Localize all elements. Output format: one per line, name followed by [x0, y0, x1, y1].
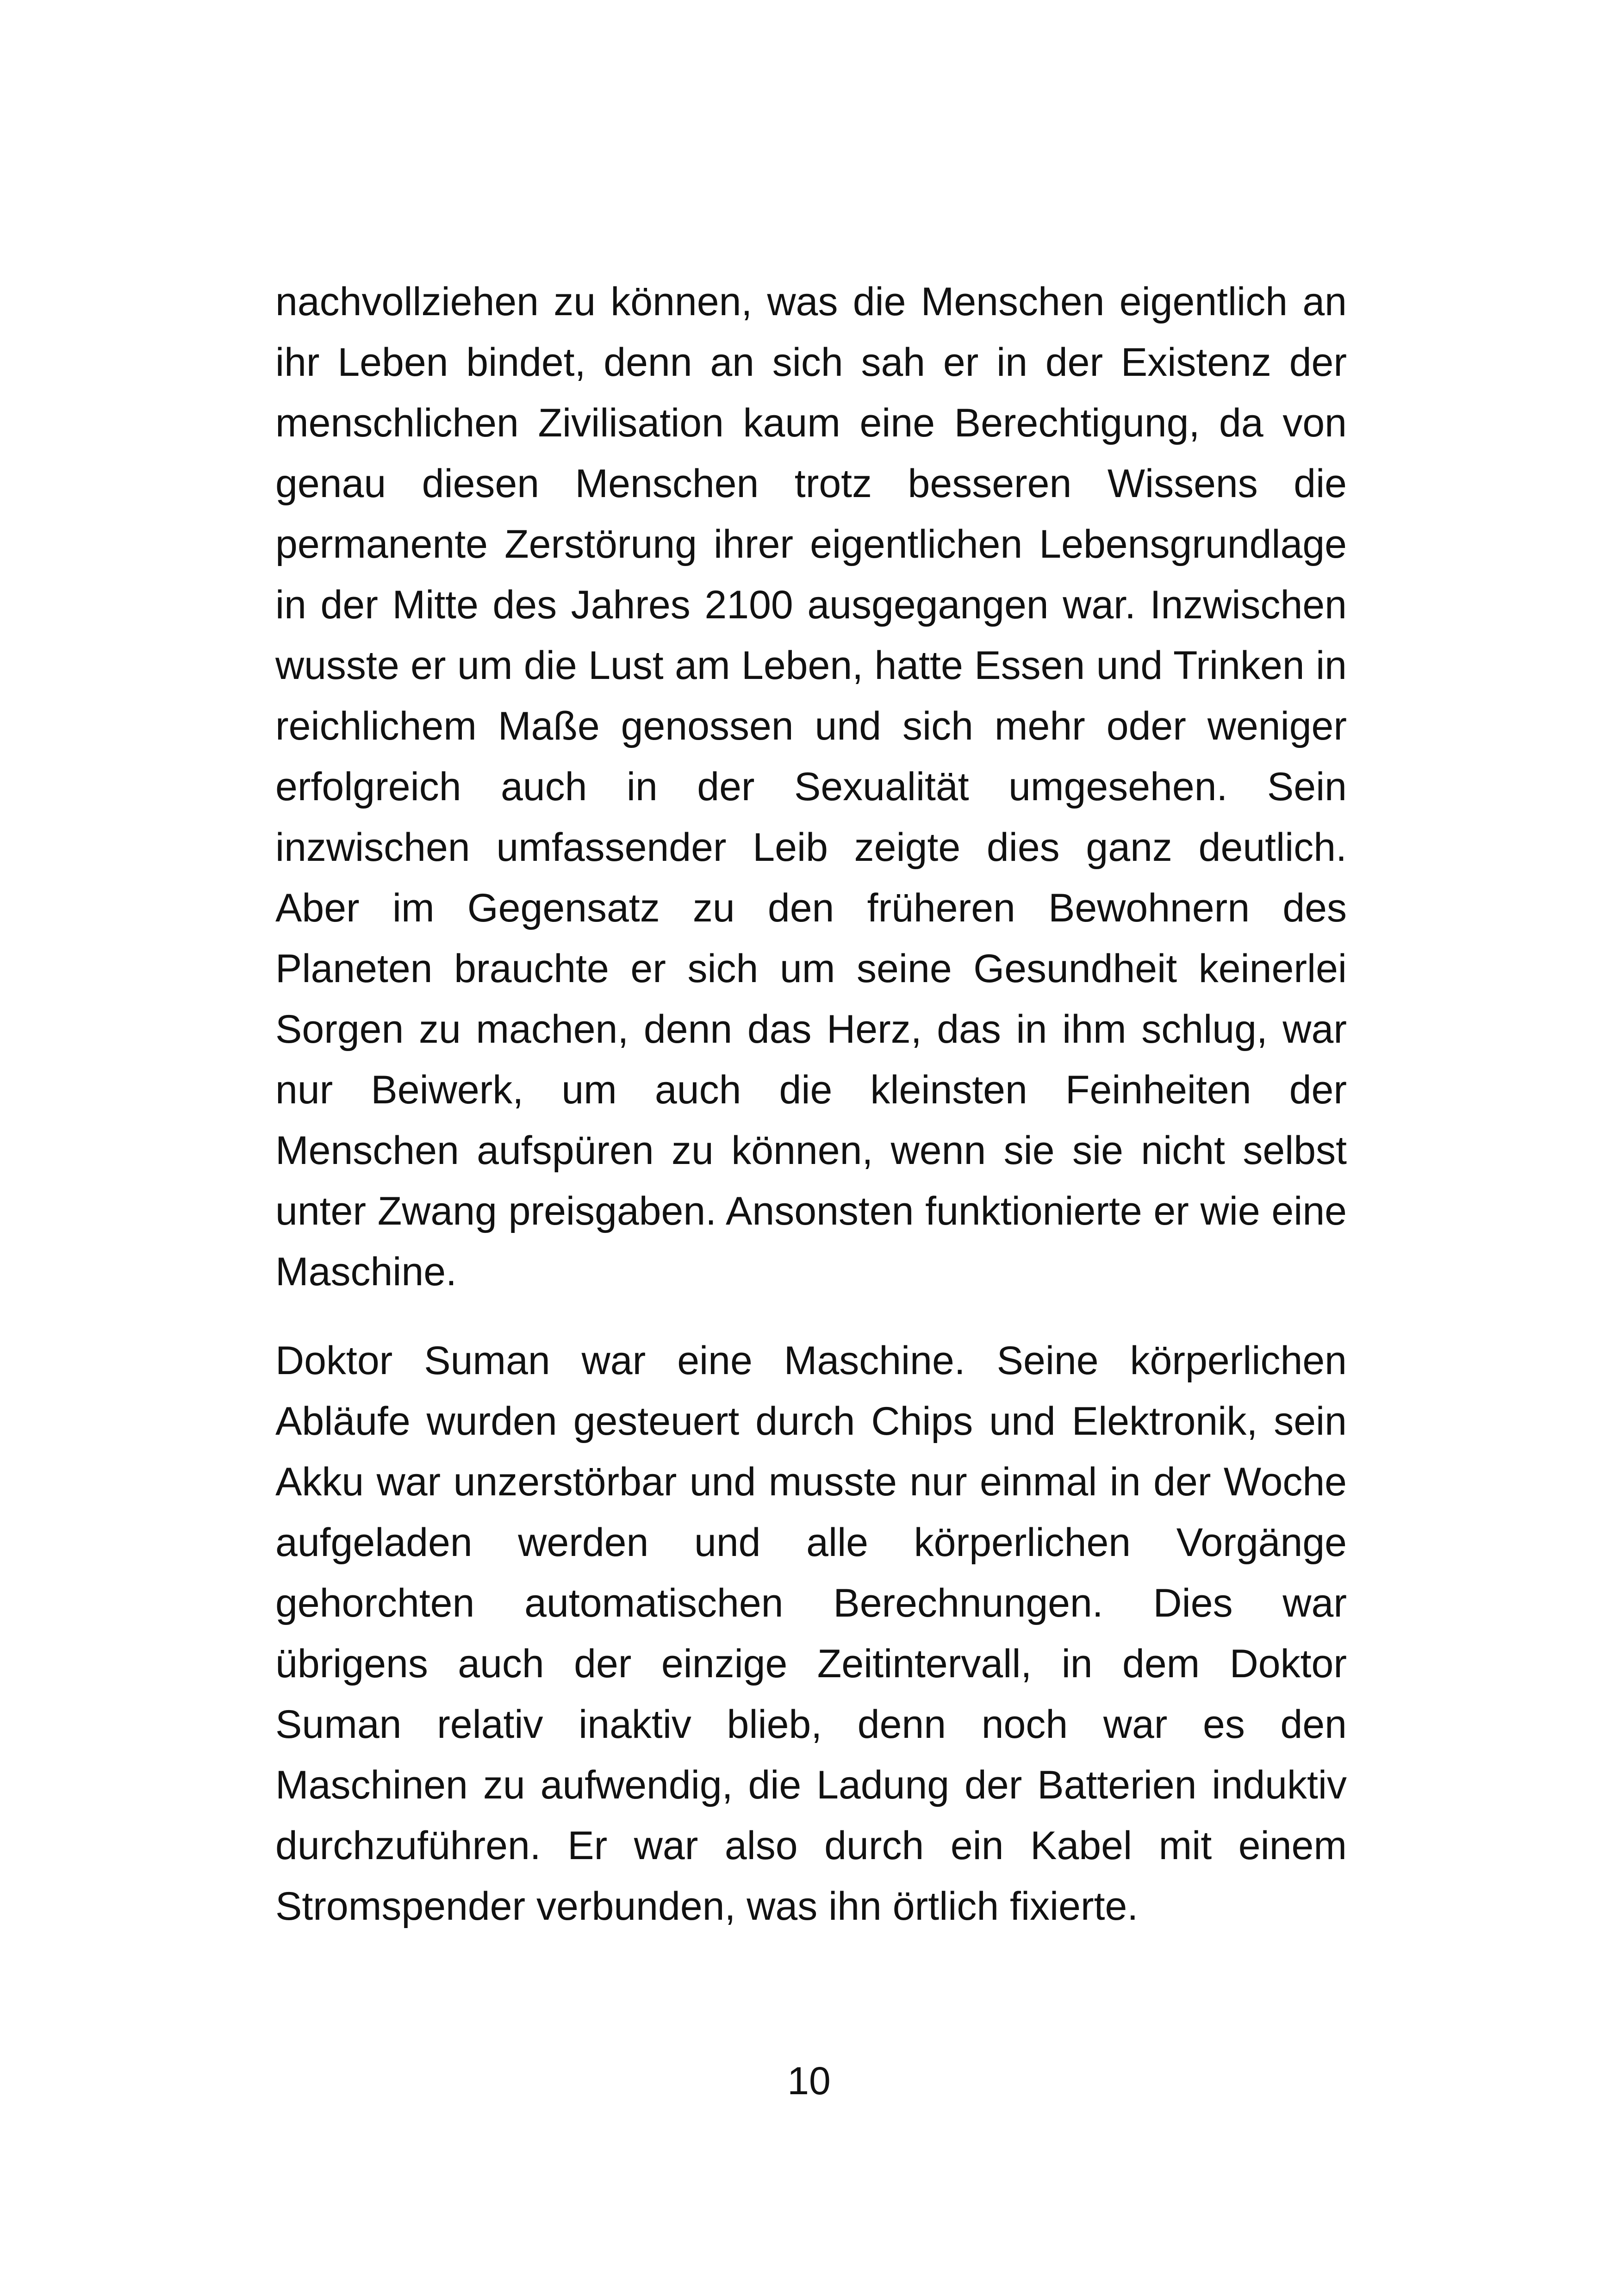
body-text [275, 272, 1347, 1937]
paragraph-1: nachvollziehen zu können, was die Menschen eigentlich an ihr Leben bindet, denn an sich sah er in der Existenz der menschlichen Zivilisation kaum eine Berechtigung, da von genau diesen Menschen trotz besseren Wissens die permanente Zerstörung ihrer eigentlichen Lebensgrundlage in der Mitte des Jahres 2100 ausgegangen war. Inzwischen wusste er um die Lust am Leben, hatte Essen und Trinken in reichlichem Maße genossen und sich mehr oder weniger erfolgreich auch in der Sexualität umgesehen. Sein inzwischen umfassender Leib zeigte dies ganz deutlich. Aber im Gegensatz zu den früheren Bewohnern des Planeten brauchte er sich um seine Gesundheit keinerlei Sorgen zu machen, denn das Herz, das in ihm schlug, war nur Beiwerk, um auch die kleinsten Feinheiten der Menschen aufspüren zu können, wenn sie sie nicht selbst unter Zwang preisgaben. Ansonsten funktionierte er wie eine Maschine. [275, 280, 1347, 1294]
paragraph-2: Doktor Suman war eine Maschine. Seine körperlichen Abläufe wurden gesteuert durch Chips und Elektronik, sein Akku war unzerstörbar und musste nur einmal in der Woche aufgeladen werden und alle körperlichen Vorgänge gehorchten automatischen Berechnungen. Dies war übrigens auch der einzige Zeitintervall, in dem Doktor Suman relativ inaktiv blieb, denn noch war es den Maschinen zu aufwendig, die Ladung der Batterien induktiv durchzuführen. Er war also durch ein Kabel mit einem Stromspender verbunden, was ihn örtlich fixierte. [275, 1338, 1347, 1929]
page-number: 10 [787, 2059, 831, 2103]
